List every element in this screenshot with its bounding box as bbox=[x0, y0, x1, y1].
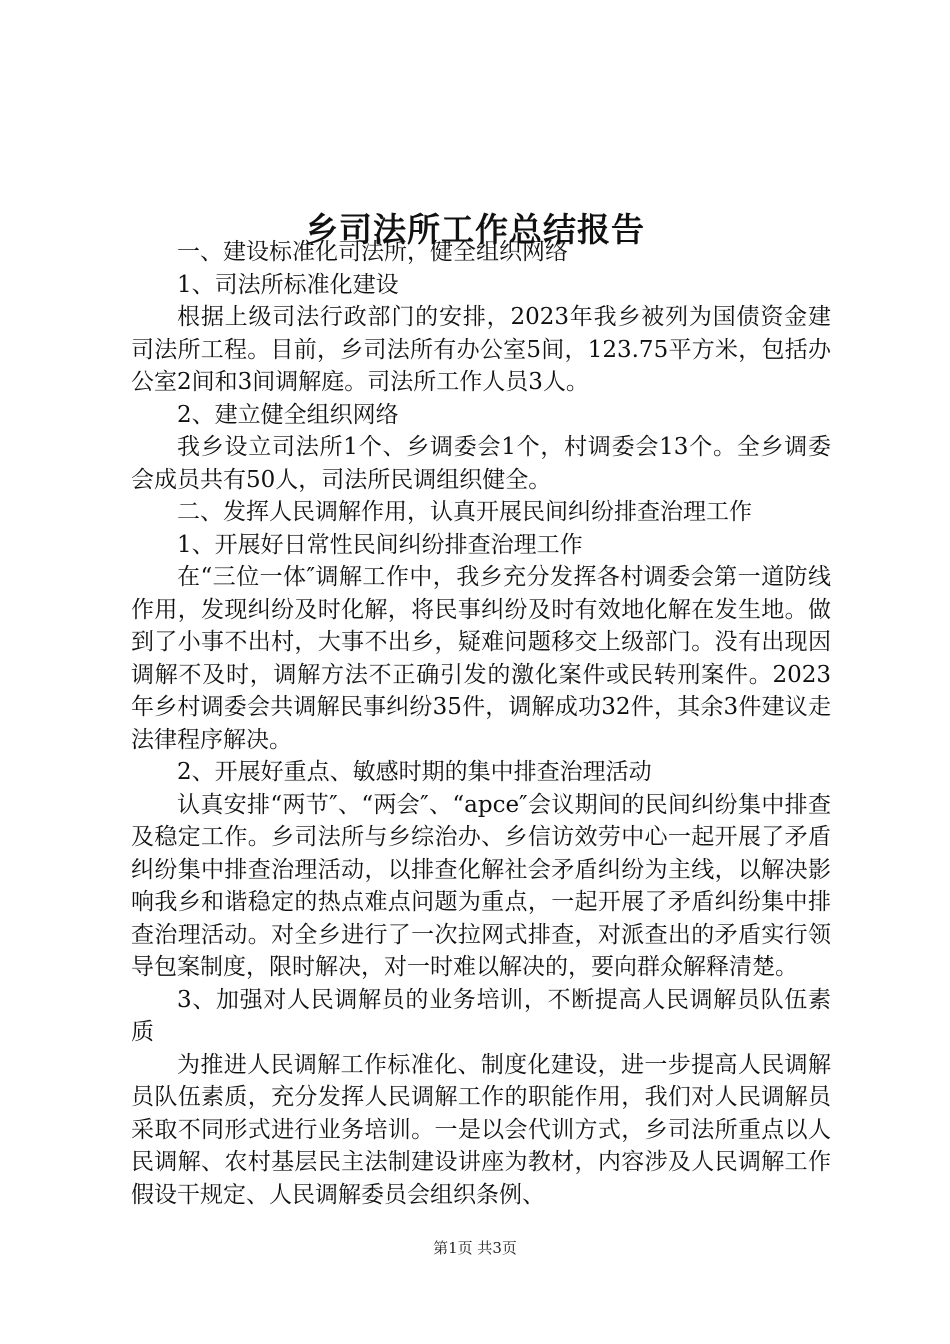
paragraph: 我乡设立司法所1个、乡调委会1个，村调委会13个。全乡调委会成员共有50人，司法所民调组织健全。 bbox=[131, 434, 831, 493]
section-heading-2: 二、发挥人民调解作用，认真开展民间纠纷排查治理工作 bbox=[177, 499, 752, 525]
page-number: 第1页 共3页 bbox=[433, 1239, 517, 1257]
section-heading-1: 一、建设标准化司法所，健全组织网络 bbox=[177, 239, 568, 265]
subsection-heading-1-1: 1、司法所标准化建设 bbox=[177, 271, 399, 298]
subsection-heading-2-3: 3、加强对人民调解员的业务培训，不断提高人民调解员队伍素质 bbox=[131, 986, 831, 1045]
paragraph: 在“三位一体″调解工作中，我乡充分发挥各村调委会第一道防线作用，发现纠纷及时化解，将民事纠纷及时有效地化解在发生地。做到了小事不出村，大事不出乡，疑难问题移交上级部门。没有出现因调解不及时，调解方法不正确引发的激化案件或民转刑案件。2023年乡村调委会共调解民事纠纷35件，调解成功32件，其余3件建议走法律程序解决。 bbox=[131, 564, 831, 753]
paragraph: 根据上级司法行政部门的安排，2023年我乡被列为国债资金建司法所工程。目前，乡司法所有办公室5间，123.75平方米，包括办公室2间和3间调解庭。司法所工作人员3人。 bbox=[131, 304, 831, 395]
subsection-heading-1-2: 2、建立健全组织网络 bbox=[177, 401, 399, 428]
subsection-heading-2-1: 1、开展好日常性民间纠纷排查治理工作 bbox=[177, 531, 583, 558]
paragraph: 认真安排“两节″、“两会″、“apce″会议期间的民间纠纷集中排查及稳定工作。乡司法所与乡综治办、乡信访效劳中心一起开展了矛盾纠纷集中排查治理活动，以排查化解社会矛盾纠纷为主线，以解决影响我乡和谐稳定的热点难点问题为重点，一起开展了矛盾纠纷集中排查治理活动。对全乡进行了一次拉网式排查，对派查出的矛盾实行领导包案制度，限时解决，对一时难以解决的，要向群众解释清楚。 bbox=[131, 791, 831, 980]
document-body bbox=[131, 236, 831, 1211]
paragraph: 为推进人民调解工作标准化、制度化建设，进一步提高人民调解员队伍素质，充分发挥人民调解工作的职能作用，我们对人民调解员采取不同形式进行业务培训。一是以会代训方式，乡司法所重点以人民调解、农村基层民主法制建设讲座为教材，内容涉及人民调解工作假设干规定、人民调解委员会组织条例、 bbox=[131, 1051, 831, 1208]
document-title: 乡司法所工作总结报告 bbox=[305, 210, 645, 250]
subsection-heading-2-2: 2、开展好重点、敏感时期的集中排查治理活动 bbox=[177, 759, 652, 785]
